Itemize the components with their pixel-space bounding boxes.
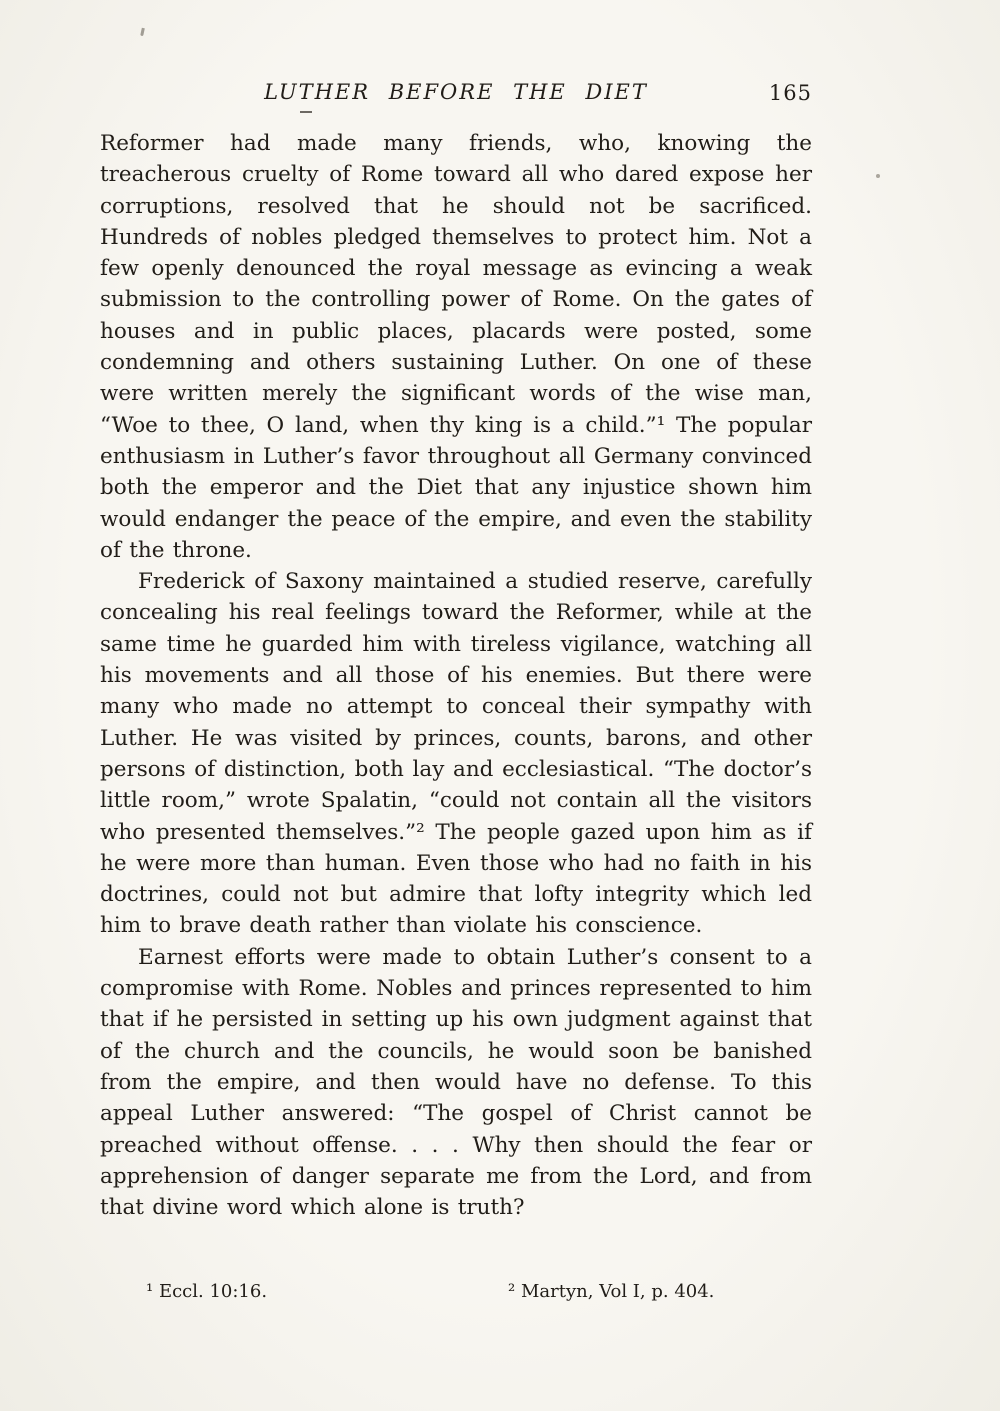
scan-artifact-dash <box>300 111 312 113</box>
paragraph: Frederick of Saxony maintained a studied reserve, carefully concealing his real feelings toward the Reformer, while at the same time he guarded him with tireless vigilance, watching all his movements and all those of his enemies. But there were many who made no attempt to conceal their sympathy with Luther. He was visited by princes, counts, barons, and other persons of distinction, both lay and ecclesiastical. “The doctor’s little room,” wrote Spalatin, “could not contain all the visitors who presented themselves.”² The people gazed upon him as if he were more than human. Even those who had no faith in his doctrines, could not but admire that lofty integrity which led him to brave death rather than violate his conscience. <box>100 569 812 939</box>
paragraph-continuation: Reformer had made many friends, who, knowing the treacherous cruelty of Rome toward all who dared expose her corruptions, resolved that he should not be sacrificed. Hundreds of nobles pledged themselves to protect him. Not a few openly denounced the royal message as evincing a weak submission to the controlling power of Rome. On the gates of houses and in public places, placards were posted, some condemning and others sustaining Luther. On one of these were written merely the significant words of the wise man, “Woe to thee, O land, when thy king is a child.”¹ The popular enthusiasm in Luther’s favor throughout all Germany convinced both the emperor and the Diet that any injustice shown him would endanger the peace of the empire, and even the stability of the throne. <box>100 131 812 563</box>
footnotes <box>100 1281 812 1307</box>
paragraph: Earnest efforts were made to obtain Luther’s consent to a compromise with Rome. Nobles and princes represented to him that if he persisted in setting up his own judgment against that of the church and the councils, he would soon be banished from the empire, and then would have no defense. To this appeal Luther answered: “The gospel of Christ cannot be preached without offense. . . . Why then should the fear or apprehension of danger separate me from the Lord, and from that divine word which alone is truth? <box>100 944 812 1221</box>
footnote-2: ² Martyn, Vol I, p. 404. <box>508 1281 715 1302</box>
running-header <box>100 80 812 104</box>
page-title: LUTHER BEFORE THE DIET <box>264 80 648 104</box>
footnote-1: ¹ Eccl. 10:16. <box>146 1281 268 1302</box>
page-number: 165 <box>768 81 812 105</box>
scan-artifact-dot <box>876 174 880 178</box>
body-text <box>100 128 812 1223</box>
scan-artifact-speck <box>140 28 145 36</box>
